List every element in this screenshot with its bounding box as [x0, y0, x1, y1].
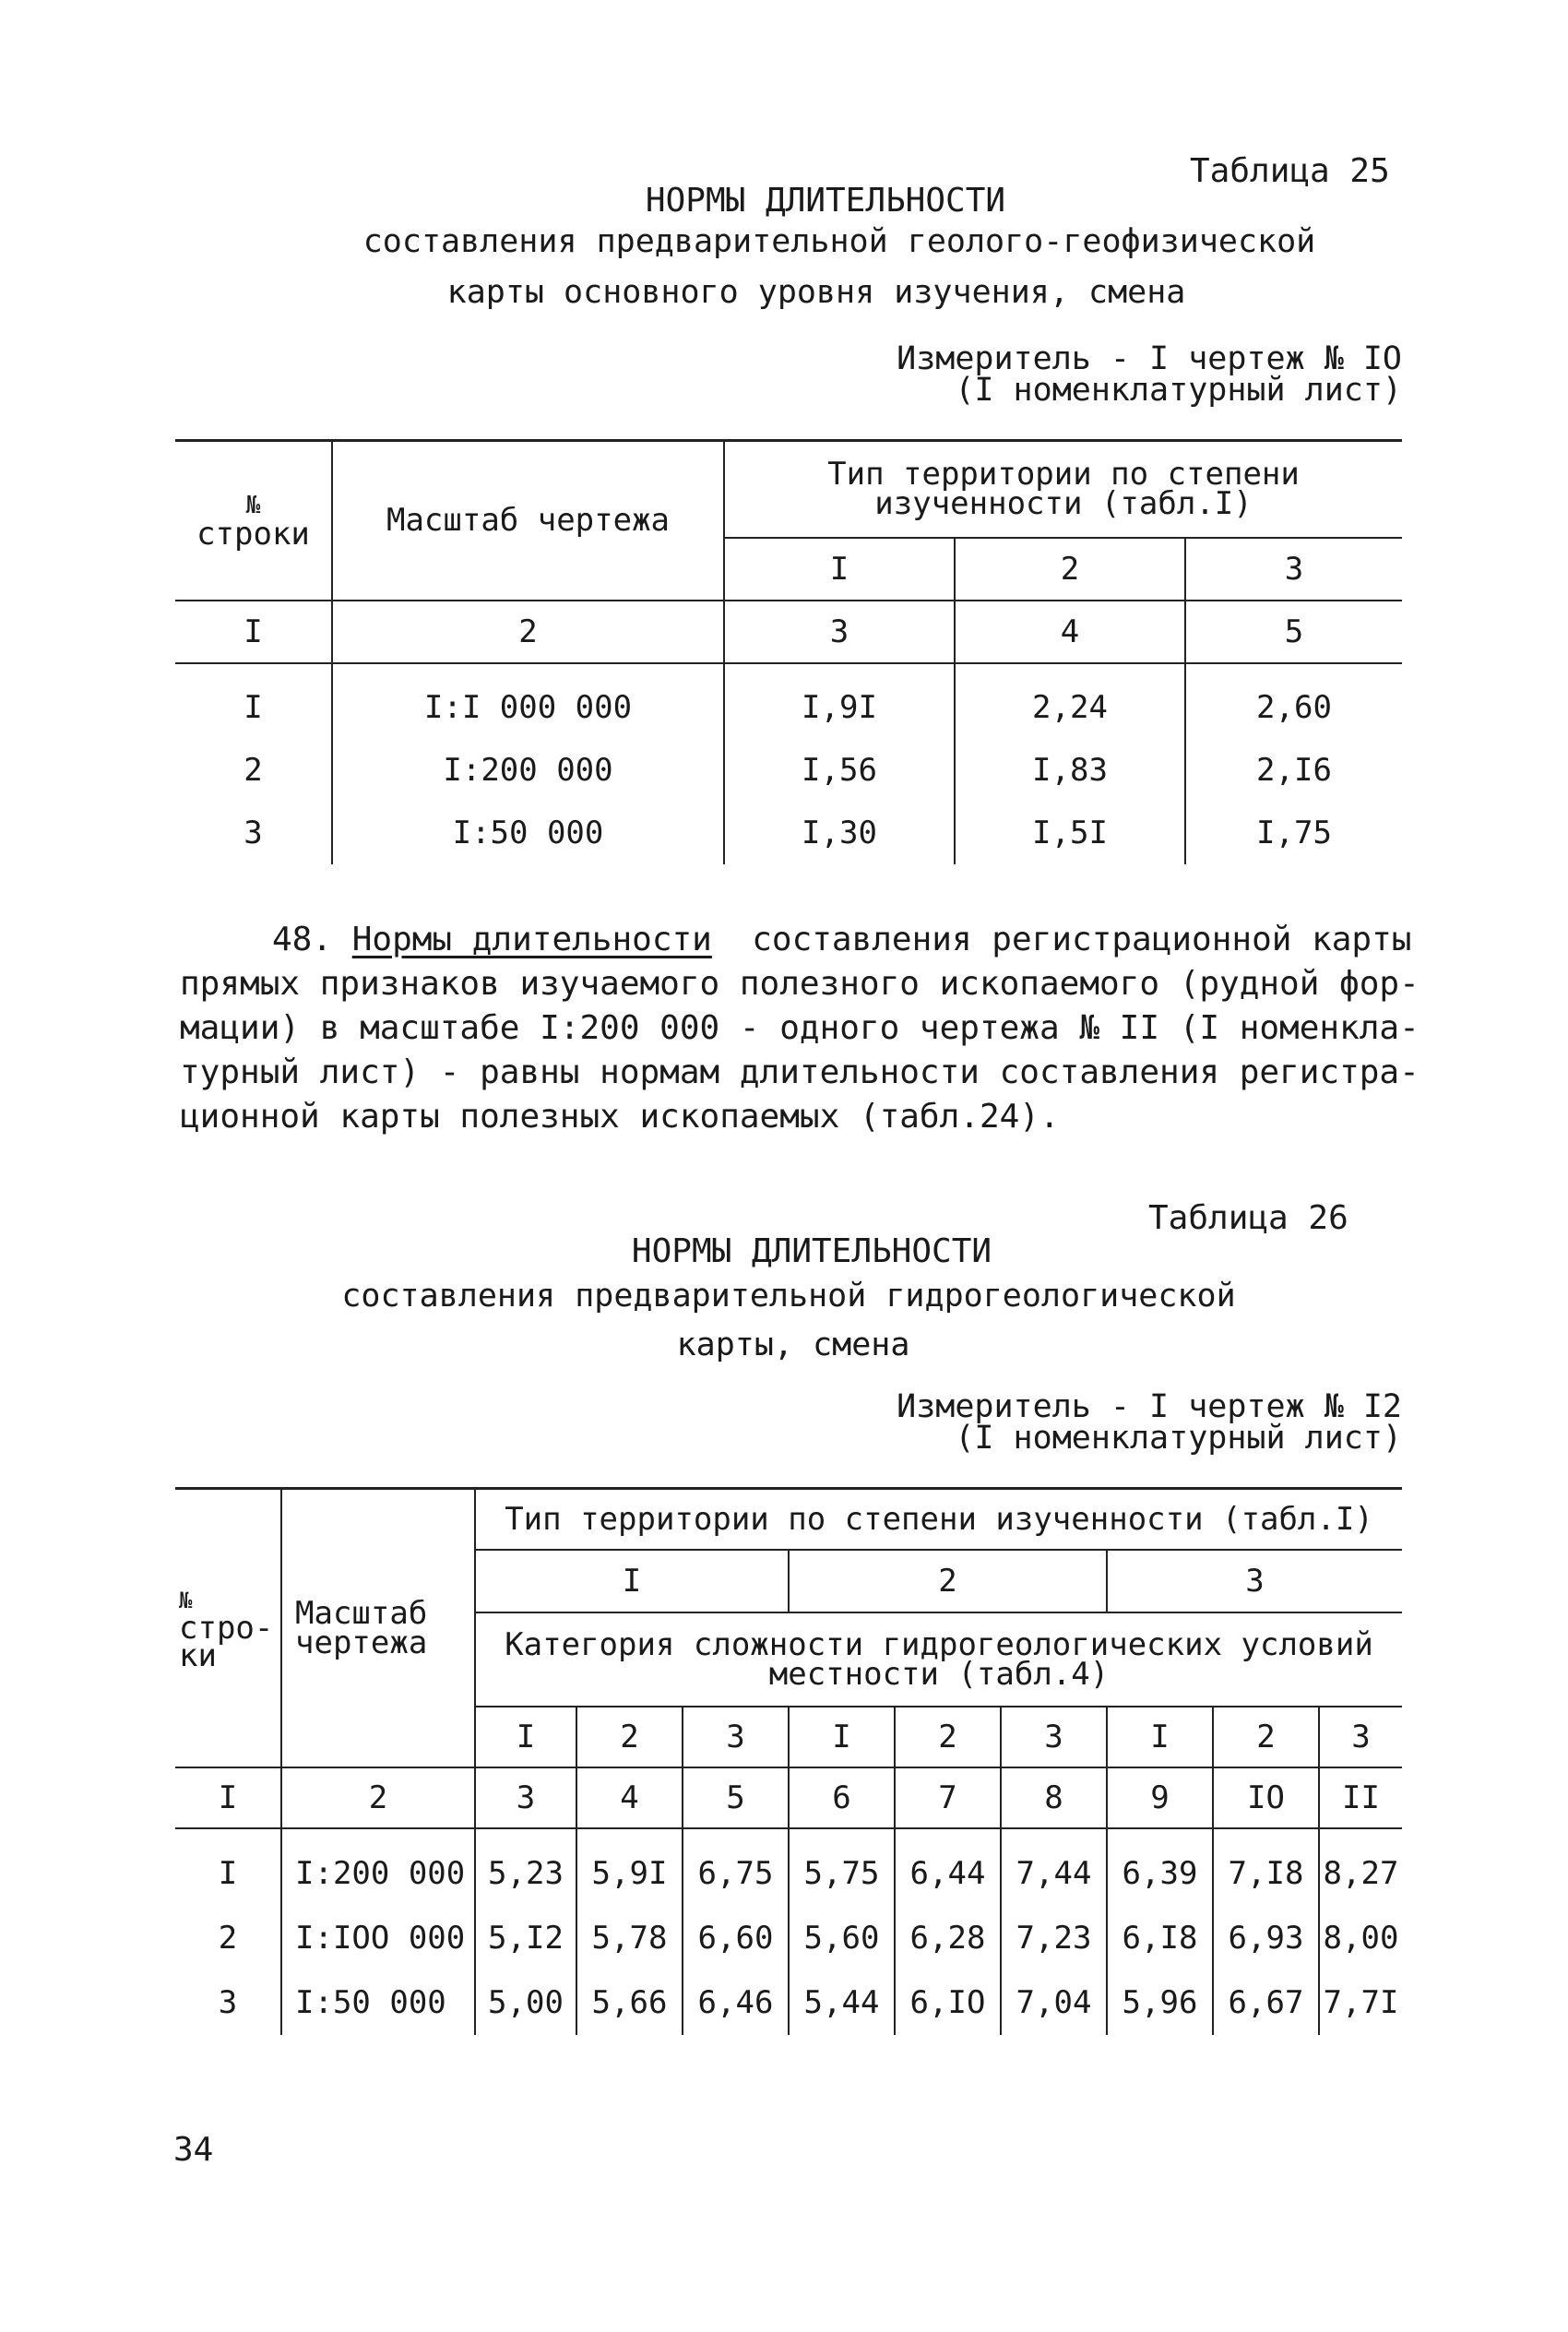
column-number: 9	[1107, 1767, 1213, 1828]
table-subtitle: карты основного уровня изучения, смена	[446, 274, 1186, 311]
header-category: 3	[1001, 1707, 1107, 1767]
header-category: I	[1107, 1707, 1213, 1767]
header-category: 2	[1213, 1707, 1319, 1767]
header-category: 3	[1319, 1707, 1402, 1767]
header-scale: Масштаб чертежа	[281, 1489, 475, 1767]
column-number: 8	[1001, 1767, 1107, 1828]
header-row-no: № стро- ки	[175, 1489, 281, 1767]
column-number: 7	[895, 1767, 1001, 1828]
header-type: I	[724, 538, 955, 601]
column-number: 5	[683, 1767, 789, 1828]
header-category: 3	[683, 1707, 789, 1767]
header-category: 2	[895, 1707, 1001, 1767]
table-row: I I:200 000 5,23 5,9I 6,75 5,75 6,44 7,44 6,39 7,I8 8,27	[175, 1828, 1402, 1906]
measure-unit: Измеритель - I чертеж № IO (I номенклатурный лист)	[897, 340, 1402, 409]
table-row: 3 I:50 000 I,30 I,5I I,75	[175, 802, 1402, 864]
column-number: 3	[475, 1767, 576, 1828]
header-category: 2	[576, 1707, 683, 1767]
underlined-term: Нормы длительности	[351, 921, 712, 958]
header-type: I	[475, 1550, 789, 1612]
header-type: 3	[1107, 1550, 1402, 1612]
table-row: 3 I:50 000 5,00 5,66 6,46 5,44 6,IO 7,04 5,96 6,67 7,7I	[175, 1970, 1402, 2035]
table-title: НОРМЫ ДЛИТЕЛЬНОСТИ	[631, 1232, 992, 1270]
page-number: 34	[173, 2131, 214, 2169]
table-title: НОРМЫ ДЛИТЕЛЬНОСТИ	[645, 182, 1006, 220]
table-subtitle: карты, смена	[676, 1327, 910, 1363]
column-number: 2	[281, 1767, 475, 1828]
column-number: IO	[1213, 1767, 1319, 1828]
table-row: 2 I:200 000 I,56 I,83 2,I6	[175, 739, 1402, 802]
table-row: 2 I:IOO 000 5,I2 5,78 6,60 5,60 6,28 7,23 6,I8 6,93 8,00	[175, 1906, 1402, 1970]
header-scale: Масштаб чертежа	[332, 441, 724, 601]
header-category: I	[789, 1707, 895, 1767]
paragraph-48: 48. Нормы длительности составления регистрационной карты прямых признаков изучаемого полезного ископаемого (рудной фор- мации) в масштабе I:200 000 - одного чертежа № II (I номенкла- турный лист) - равны нормам длительности составления регистра- ционной карты полезных ископаемых (табл.24).	[180, 921, 1420, 1136]
column-number: I	[175, 601, 332, 663]
table-label: Таблица 26	[1148, 1199, 1348, 1237]
table-subtitle: составления предварительной геолого-геофизической	[362, 223, 1316, 260]
table-row: I I:I 000 000 I,9I 2,24 2,60	[175, 663, 1402, 739]
column-number: 4	[955, 601, 1185, 663]
norms-table-25	[175, 439, 1402, 864]
column-number: 6	[789, 1767, 895, 1828]
column-number: 2	[332, 601, 724, 663]
header-type: 2	[789, 1550, 1107, 1612]
header-type: 3	[1185, 538, 1402, 601]
column-number: II	[1319, 1767, 1402, 1828]
column-number: 4	[576, 1767, 683, 1828]
header-territory: Тип территории по степени изученности (табл.I)	[724, 441, 1402, 538]
table-subtitle: составления предварительной гидрогеологической	[341, 1278, 1236, 1315]
table-label: Таблица 25	[1190, 152, 1390, 190]
column-number: 3	[724, 601, 955, 663]
column-number: 5	[1185, 601, 1402, 663]
norms-table-26	[175, 1487, 1402, 2035]
header-territory: Тип территории по степени изученности (табл.I)	[475, 1489, 1402, 1550]
column-number: I	[175, 1767, 281, 1828]
header-type: 2	[955, 538, 1185, 601]
header-row-no: № строки	[175, 441, 332, 601]
header-complexity: Категория сложности гидрогеологических условий местности (табл.4)	[475, 1612, 1402, 1707]
header-category: I	[475, 1707, 576, 1767]
measure-unit: Измеритель - I чертеж № I2 (I номенклатурный лист)	[897, 1388, 1402, 1457]
